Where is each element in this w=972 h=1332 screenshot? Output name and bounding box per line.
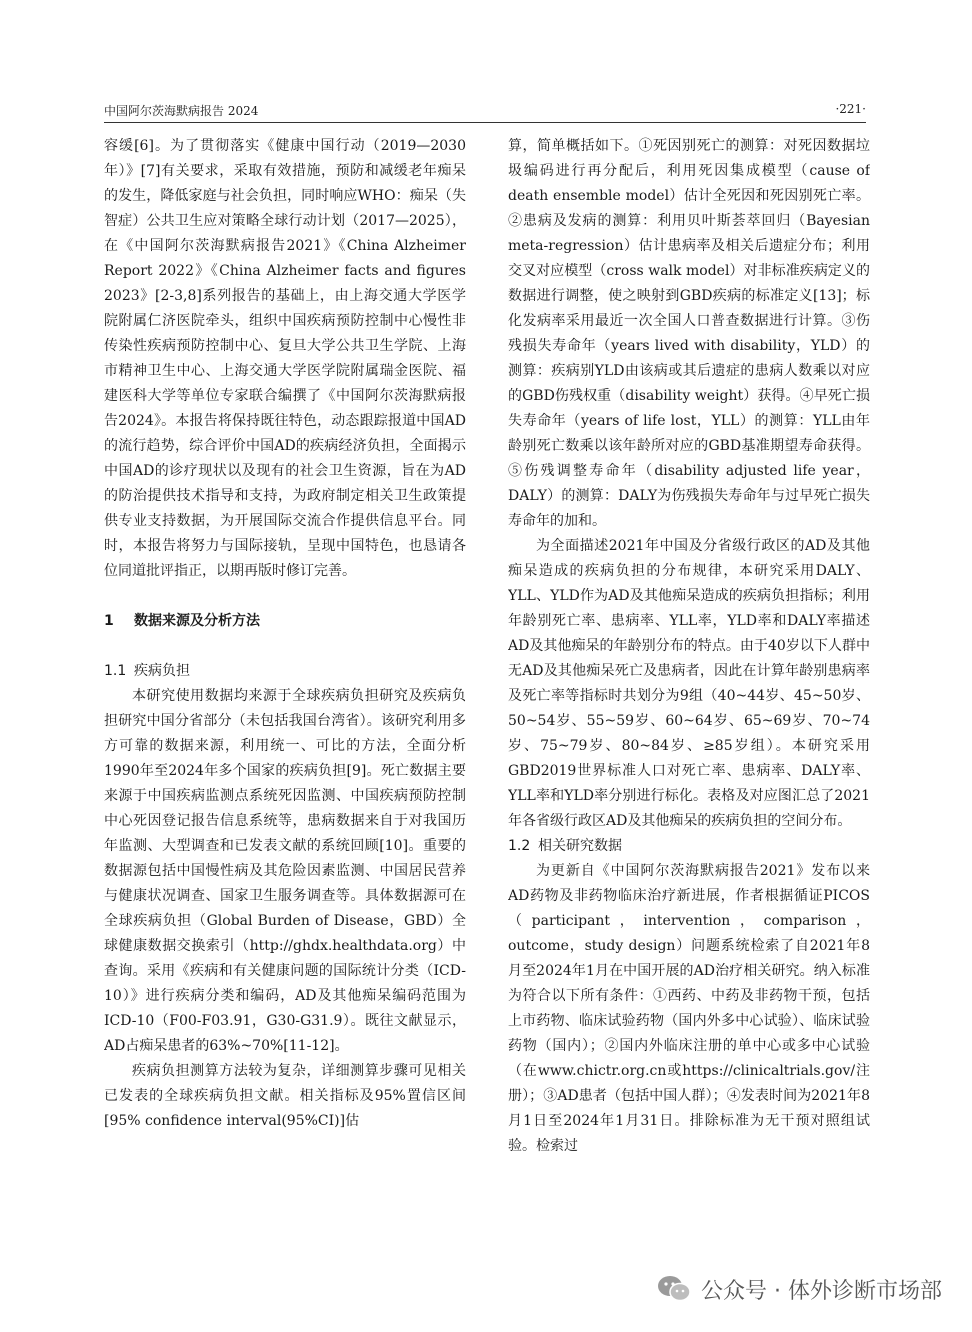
right-column	[508, 134, 870, 1254]
heading-number: 1.2	[508, 838, 531, 854]
wechat-watermark	[657, 1272, 942, 1306]
heading-text: 相关研究数据	[538, 838, 622, 854]
running-header	[104, 98, 866, 122]
body-paragraph: 为更新自《中国阿尔茨海默病报告2021》发布以来AD药物及非药物临床治疗新进展，作者根据循证PICOS（participant，intervention，comparison，outcome，study design）问题系统检索了自2021年8月至2024年1月在中国开展的AD治疗相关研究。纳入标准为符合以下所有条件：①西药、中药及非药物干预，包括上市药物、临床试验药物（国内外多中心试验）、临床试验药物（国内）；②国内外临床注册的单中心或多中心试验（在www.chictr.org.cn或https://clinicaltrials.gov/注册）；③AD患者（包括中国人群）；④发表时间为2021年8月1日至2024年1月31日。排除标准为无干预对照组试验。检索过	[508, 863, 870, 1154]
page-number: ·221·	[835, 102, 866, 116]
heading-number: 1.1	[104, 663, 127, 679]
left-column	[104, 134, 466, 1254]
header-rule	[104, 122, 866, 123]
journal-title: 中国阿尔茨海默病报告 2024	[104, 104, 259, 118]
subsection-heading	[508, 834, 870, 859]
body-paragraph: 本研究使用数据均来源于全球疾病负担研究及疾病负担研究中国分省部分（未包括我国台湾省）。该研究利用多方可靠的数据来源，利用统一、可比的方法，全面分析1990年至2024年多个国家的疾病负担[9]。死亡数据主要来源于中国疾病监测点系统死因监测、中国疾病预防控制中心死因登记报告信息系统等，患病数据来自于对我国历年监测、大型调查和已发表文献的系统回顾[10]。重要的数据源包括中国慢性病及其危险因素监测、中国居民营养与健康状况调查、国家卫生服务调查等。具体数据源可在全球疾病负担（Global Burden of Disease，GBD）全球健康数据交换索引（http://ghdx.healthdata.org）中查询。采用《疾病和有关健康问题的国际统计分类（ICD-10）》进行疾病分类和编码，AD及其他痴呆编码范围为ICD-10（F00-F03.91，G30-G31.9）。既往文献显示，AD占痴呆患者的63%~70%[11-12]。	[104, 688, 466, 1054]
heading-text: 数据来源及分析方法	[134, 613, 260, 629]
heading-number: 1	[104, 613, 114, 629]
body-paragraph: 算，简单概括如下。①死因别死亡的测算：对死因数据垃圾编码进行再分配后，利用死因集成模型（cause of death ensemble model）估计全死因和死因别死亡率。②患病及发病的测算：利用贝叶斯荟萃回归（Bayesian meta-regression）估计患病率及相关后遗症分布；利用交叉对应模型（cross walk model）对非标准疾病定义的数据进行调整，使之映射到GBD疾病的标准定义[13]；标化发病率采用最近一次全国人口普查数据进行计算。③伤残损失寿命年（years lived with disability，YLD）的测算：疾病别YLD由该病或其后遗症的患病人数乘以对应的GBD伤残权重（disability weight）获得。④早死亡损失寿命年（years of life lost，YLL）的测算：YLL由年龄别死亡数乘以该年龄所对应的GBD基准期望寿命获得。⑤伤残调整寿命年（disability adjusted life year，DALY）的测算：DALY为伤残损失寿命年与过早死亡损失寿命年的加和。	[508, 138, 870, 529]
wechat-icon	[657, 1274, 691, 1304]
body-paragraph: 容缓[6]。为了贯彻落实《健康中国行动（2019—2030年）》[7]有关要求，采取有效措施，预防和减缓老年痴呆的发生，降低家庭与社会负担，同时响应WHO：痴呆（失智症）公共卫生应对策略全球行动计划（2017—2025），在《中国阿尔茨海默病报告2021》《China Alzheimer Report 2022》《China Alzheimer facts and figures 2023》[2-3,8]系列报告的基础上，由上海交通大学医学院附属仁济医院牵头，组织中国疾病预防控制中心慢性非传染性疾病预防控制中心、复旦大学公共卫生学院、上海市精神卫生中心、上海交通大学医学院附属瑞金医院、福建医科大学等单位专家联合编撰了《中国阿尔茨海默病报告2024》。本报告将保持既往特色，动态跟踪报道中国AD的流行趋势，综合评价中国AD的疾病经济负担，全面揭示中国AD的诊疗现状以及现有的社会卫生资源，旨在为AD的防治提供技术指导和支持，为政府制定相关卫生政策提供专业支持数据，为开展国际交流合作提供信息平台。同时，本报告将努力与国际接轨，呈现中国特色，也恳请各位同道批评指正，以期再版时修订完善。	[104, 138, 466, 579]
body-paragraph: 疾病负担测算方法较为复杂，详细测算步骤可见相关已发表的全球疾病负担文献。相关指标及95%置信区间[95% confidence interval(95%CI)]估	[104, 1063, 466, 1129]
subsection-heading	[104, 659, 466, 684]
section-heading	[104, 609, 466, 634]
heading-text: 疾病负担	[134, 663, 190, 679]
watermark-text: 公众号 · 体外诊断市场部	[701, 1278, 942, 1304]
body-paragraph: 为全面描述2021年中国及分省级行政区的AD及其他痴呆造成的疾病负担的分布规律，本研究采用DALY、YLL、YLD作为AD及其他痴呆造成的疾病负担指标；利用年龄别死亡率、患病率、YLL率，YLD率和DALY率描述AD及其他痴呆的年龄别分布的特点。由于40岁以下人群中无AD及其他痴呆死亡及患病者，因此在计算年龄别患病率及死亡率等指标时共划分为9组（40~44岁、45~50岁、50~54岁、55~59岁、60~64岁、65~69岁、70~74岁、75~79岁、80~84岁、≥85岁组）。本研究采用GBD2019世界标准人口对死亡率、患病率、DALY率、YLL率和YLD率分别进行标化。表格及对应图汇总了2021年各省级行政区AD及其他痴呆的疾病负担的空间分布。	[508, 538, 870, 829]
